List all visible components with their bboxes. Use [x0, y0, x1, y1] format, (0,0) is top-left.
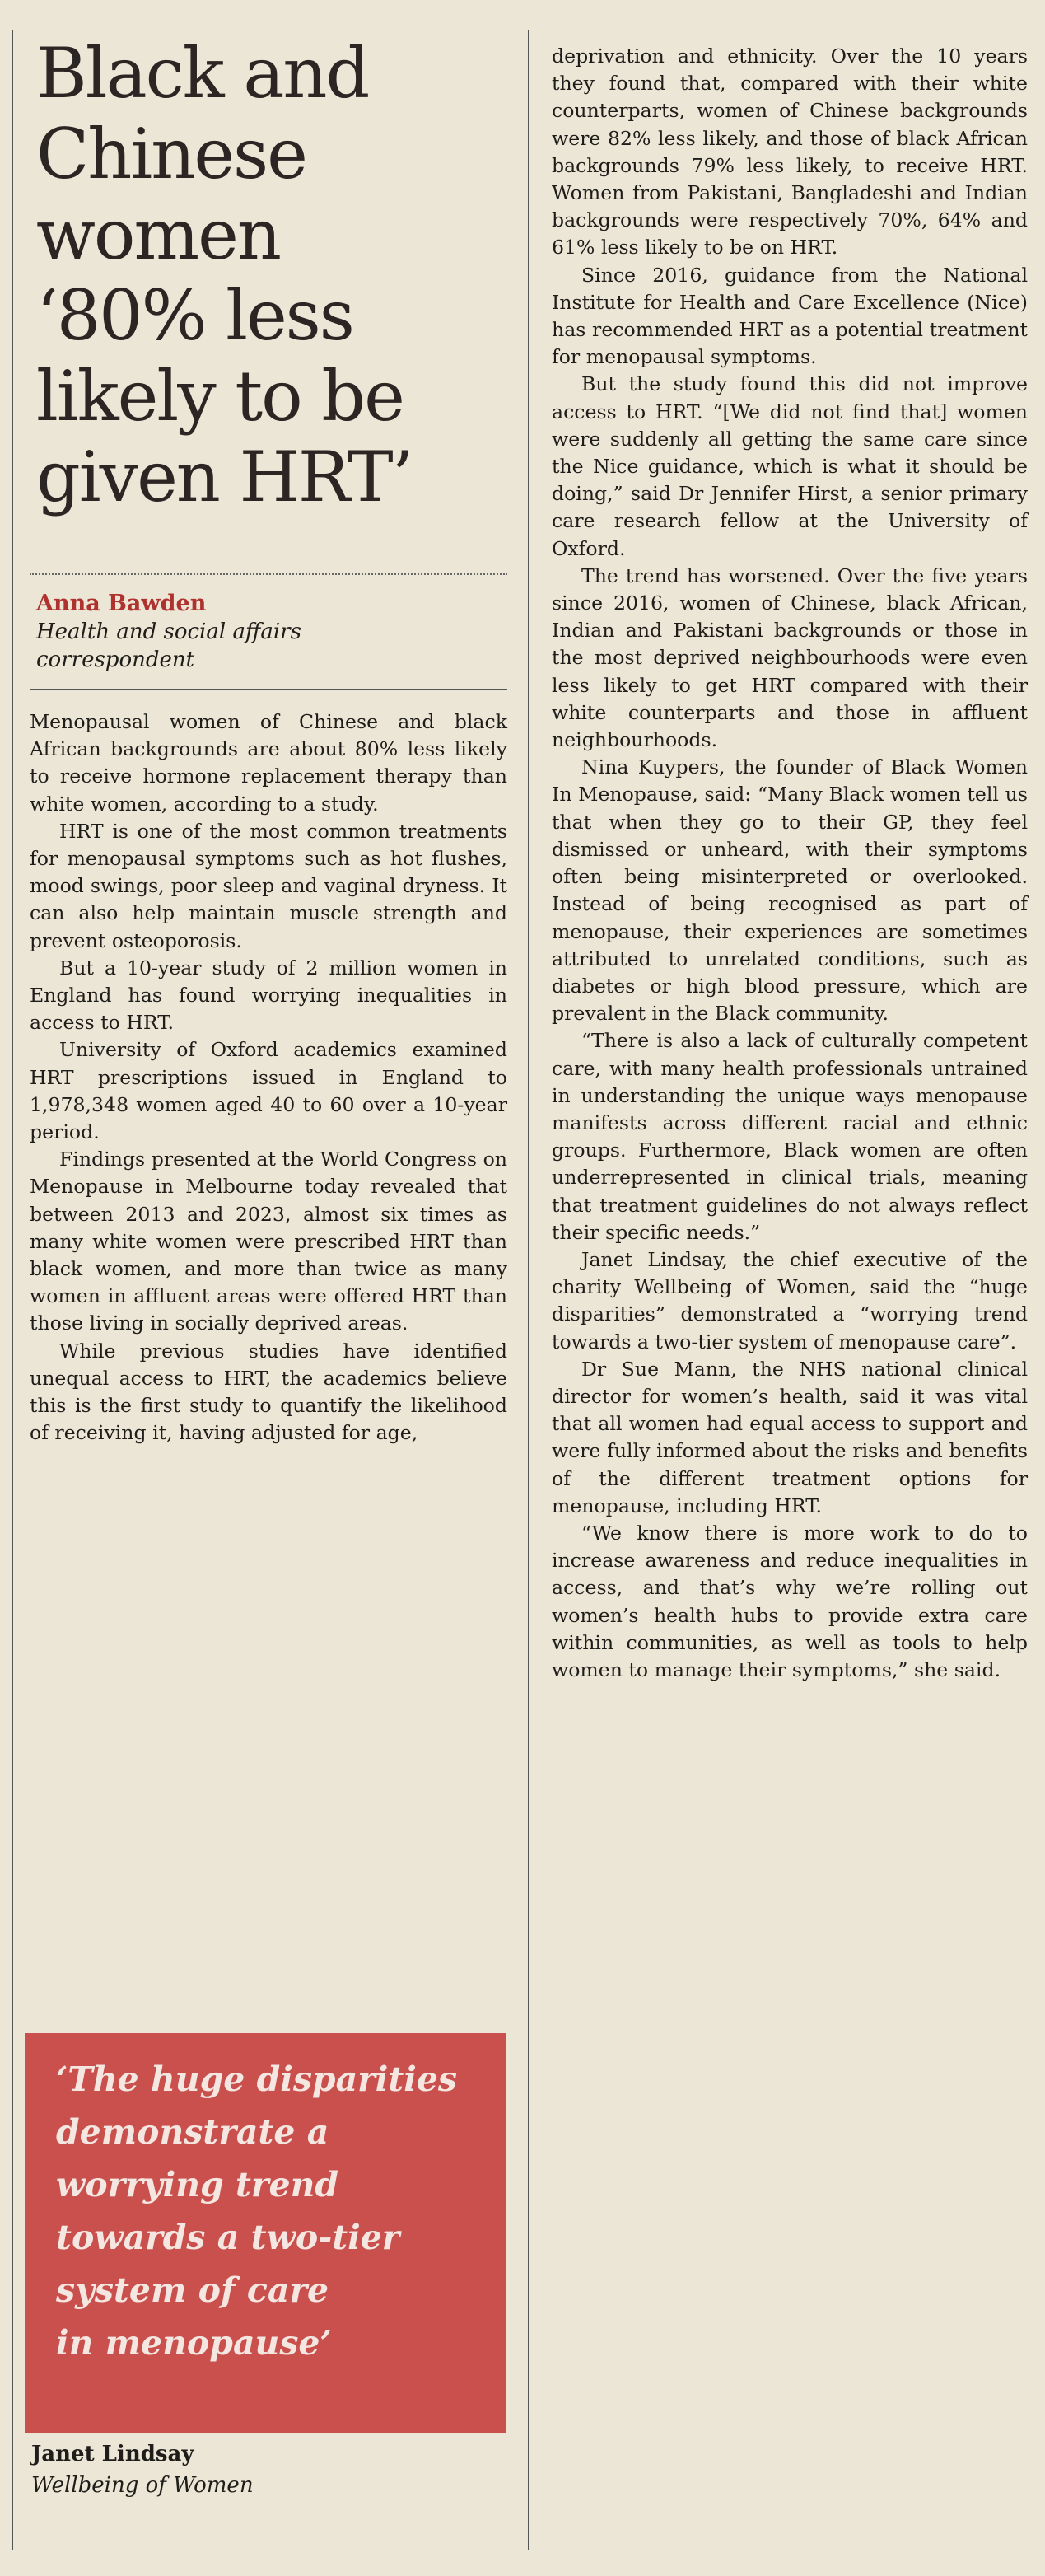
article-body-left	[30, 708, 507, 1447]
pullquote-box	[25, 2033, 506, 2433]
paragraph: But a 10-year study of 2 million women in England has found worrying inequalities in access to HRT.	[30, 956, 507, 1035]
pullquote-organisation: Wellbeing of Women	[31, 2473, 254, 2498]
paragraph: “There is also a lack of culturally competent care, with many health professionals untrained in understanding the unique ways menopause manifests across different racial and ethnic groups. Furthermore, Black women are often underrepresented in clinical trials, meaning that treatment guidelines do not always reflect their specific needs.”	[552, 1029, 1028, 1244]
paragraph: Nina Kuypers, the founder of Black Women In Menopause, said: “Many Black women tell us that when they go to their GP, they feel dismissed or unheard, with their symptoms often being misinterpreted or overlooked. Instead of being recognised as part of menopause, their experiences are sometimes attributed to unrelated conditions, such as diabetes or high blood pressure, which are prevalent in the Black community.	[552, 755, 1028, 1026]
paragraph: But the study found this did not improve access to HRT. “[We did not find that] women were suddenly all getting the same care since the Nice guidance, which is what it should be doing,” said Dr Jennifer Hirst, a senior primary care research fellow at the University of Oxford.	[552, 372, 1028, 560]
column-divider	[528, 30, 529, 2550]
author-role: Health and social affairs correspondent	[36, 619, 301, 672]
paragraph: The trend has worsened. Over the five years since 2016, women of Chinese, black African, Indian and Pakistani backgrounds or those in the most deprived neighbourhoods were even less likely to get HRT compared with their white counterparts and those in affluent neighbourhoods.	[552, 563, 1028, 752]
paragraph: Janet Lindsay, the chief executive of the charity Wellbeing of Women, said the “huge disparities” demonstrated a “worrying trend towards a two-tier system of menopause care”.	[552, 1247, 1028, 1353]
paragraph: HRT is one of the most common treatments for menopausal symptoms such as hot flushes, mood swings, poor sleep and vaginal dryness. It can also help maintain muscle strength and prevent osteoporosis.	[30, 819, 507, 952]
author-name: Anna Bawden	[36, 591, 207, 616]
headline: Black and Chinese women ‘80% less likely to be given HRT’	[36, 33, 413, 517]
paragraph: Findings presented at the World Congress on Menopause in Melbourne today revealed that between 2013 and 2023, almost six times as many white women were prescribed HRT than black women, and more than twice as many women in affluent areas were offered HRT than those living in socially deprived areas.	[30, 1148, 507, 1335]
byline-divider	[30, 573, 507, 575]
paragraph: While previous studies have identified unequal access to HRT, the academics believe this is the first study to quantify the likelihood of receiving it, having adjusted for age,	[30, 1339, 507, 1445]
pullquote-attribution	[31, 2438, 492, 2501]
paragraph: deprivation and ethnicity. Over the 10 years they found that, compared with their white counterparts, women of Chinese backgrounds were 82% less likely, and those of black African backgrounds 79% less likely, to receive HRT. Women from Pakistani, Bangladeshi and Indian backgrounds were respectively 70%, 64% and 61% less likely to be on HRT.	[552, 44, 1028, 259]
pullquote-text: ‘The huge disparities demonstrate a worrying trend towards a two-tier system of care in menopause’	[56, 2059, 458, 2363]
paragraph: University of Oxford academics examined HRT prescriptions issued in England to 1,978,348 women aged 40 to 60 over a 10-year period.	[30, 1038, 507, 1144]
paragraph: Menopausal women of Chinese and black African backgrounds are about 80% less likely to receive hormone replacement therapy than white women, according to a study.	[30, 710, 507, 816]
article-body-right	[552, 43, 1028, 1684]
left-column	[30, 33, 507, 1447]
body-divider	[30, 689, 507, 690]
paragraph: Dr Sue Mann, the NHS national clinical director for women’s health, said it was vital that all women had equal access to support and were fully informed about the risks and benefits of the different treatment options for menopause, including HRT.	[552, 1357, 1028, 1517]
paragraph: Since 2016, guidance from the National Institute for Health and Care Excellence (Nice) has recommended HRT as a potential treatment for menopausal symptoms.	[552, 263, 1028, 369]
pullquote-name: Janet Lindsay	[31, 2442, 194, 2466]
paragraph: “We know there is more work to do to increase awareness and reduce inequalities in access, and that’s why we’re rolling out women’s health hubs to provide extra care within communities, as well as tools to help women to manage their symptoms,” she said.	[552, 1521, 1028, 1681]
left-border-rule	[12, 30, 13, 2550]
